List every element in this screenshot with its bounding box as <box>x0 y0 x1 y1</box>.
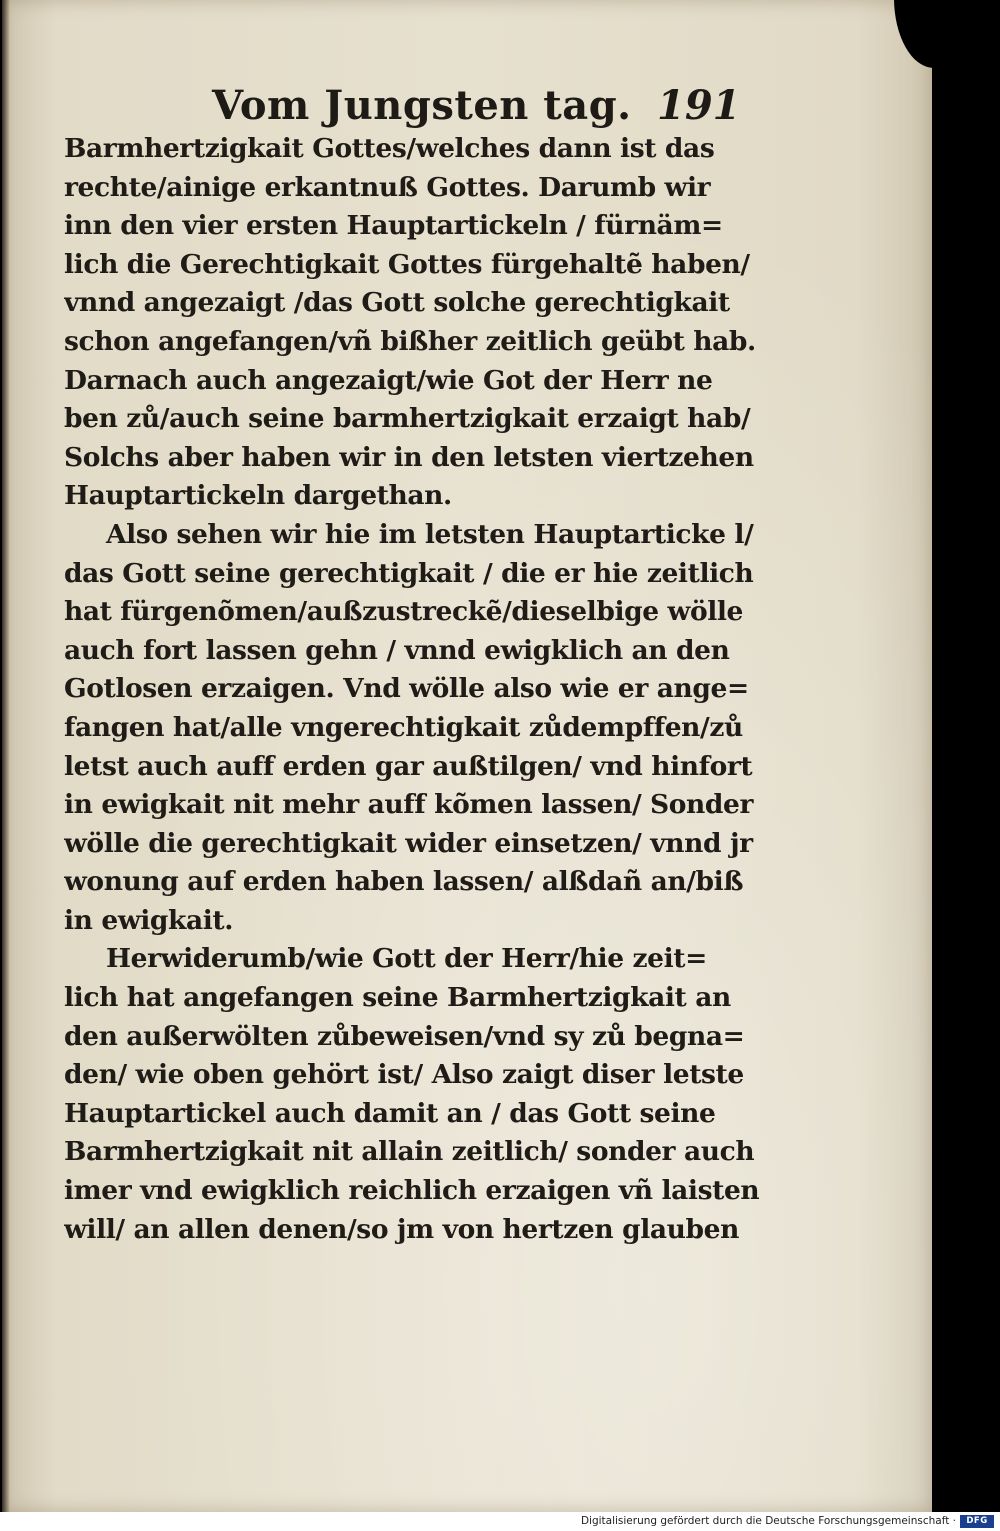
text-line: imer vnd ewigklich reichlich erzaigen vñ laisten <box>64 1175 760 1207</box>
text-line: Barmhertzigkait Gottes/welches dann ist das <box>64 133 715 164</box>
book-page <box>2 0 932 1512</box>
text-line: Herwiderumb/wie Gott der Herr/hie zeit= <box>106 943 707 975</box>
text-line: den außerwölten zůbeweisen/vnd sy zů begna= <box>64 1020 745 1052</box>
text-line: wölle die gerechtigkait wider einsetzen/ vnnd jr <box>64 827 753 859</box>
text-line: auch fort lassen gehn / vnnd ewigklich an den <box>64 634 730 666</box>
text-line: inn den vier ersten Hauptartickeln / fürnäm= <box>64 210 723 242</box>
text-line: den/ wie oben gehört ist/ Also zaigt diser letste <box>64 1059 744 1091</box>
page-header <box>202 78 742 132</box>
text-line: in ewigkait. <box>64 904 234 936</box>
text-line: in ewigkait nit mehr auff kõmen lassen/ Sonder <box>64 789 754 821</box>
text-line: lich hat angefangen seine Barmhertzigkait an <box>64 982 731 1014</box>
digitization-footer <box>0 1512 1000 1531</box>
text-line: ben zů/auch seine barmhertzigkait erzaigt hab/ <box>64 403 751 435</box>
text-line: lich die Gerechtigkait Gottes fürgehaltẽ haben/ <box>64 248 750 280</box>
dfg-logo: DFG <box>960 1515 994 1528</box>
text-line: Solchs aber haben wir in den letsten viertzehen <box>64 441 754 473</box>
running-title: Vom Jungsten tag. <box>212 82 632 129</box>
page-number: 191 <box>657 82 741 129</box>
text-line: Also sehen wir hie im letsten Hauptarticke l/ <box>106 518 754 550</box>
funding-credit: Digitalisierung gefördert durch die Deutsche Forschungsgemeinschaft · <box>580 1515 956 1527</box>
text-line: Darnach auch angezaigt/wie Got der Herr ne <box>64 364 713 396</box>
text-line: wonung auf erden haben lassen/ alßdañ an/biß <box>64 866 744 898</box>
text-line: fangen hat/alle vngerechtigkait zůdempffen/zů <box>64 711 743 743</box>
text-line: Hauptartickeln dargethan. <box>64 480 452 512</box>
text-line: Barmhertzigkait nit allain zeitlich/ sonder auch <box>64 1136 755 1168</box>
text-line: das Gott seine gerechtigkait / die er hie zeitlich <box>64 557 754 589</box>
body-text <box>64 130 779 1249</box>
text-line: rechte/ainige erkantnuß Gottes. Darumb wir <box>64 171 711 203</box>
text-line: Hauptartickel auch damit an / das Gott seine <box>64 1097 716 1129</box>
text-line: Gotlosen erzaigen. Vnd wölle also wie er ange= <box>64 673 749 705</box>
text-line: letst auch auff erden gar außtilgen/ vnd hinfort <box>64 750 753 782</box>
text-line: hat fürgenõmen/außzustreckẽ/dieselbige wölle <box>64 596 744 628</box>
text-line: schon angefangen/vñ bißher zeitlich geübt hab. <box>64 325 756 357</box>
text-line: will/ an allen denen/so jm von hertzen glauben <box>64 1213 739 1245</box>
text-line: vnnd angezaigt /das Gott solche gerechtigkait <box>64 287 730 319</box>
